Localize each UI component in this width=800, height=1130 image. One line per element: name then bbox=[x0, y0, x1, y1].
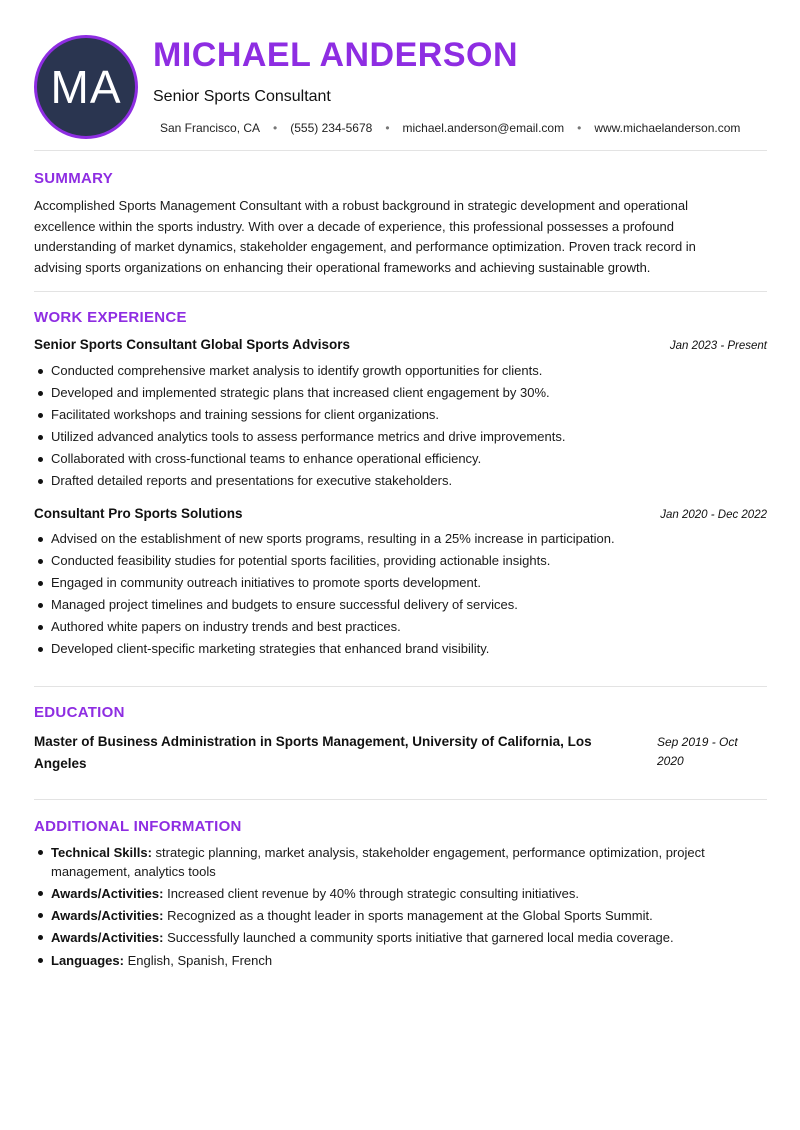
contact-phone: (555) 234-5678 bbox=[290, 121, 373, 135]
item-label: Awards/Activities: bbox=[51, 908, 164, 923]
item-text: Increased client revenue by 40% through strategic consulting initiatives. bbox=[163, 886, 579, 901]
item-text: Successfully launched a community sports initiative that garnered local media coverage. bbox=[163, 930, 674, 945]
job-role: Senior Sports Consultant Global Sports Advisors bbox=[34, 337, 351, 352]
list-item: Utilized advanced analytics tools to assess performance metrics and drive improvements. bbox=[34, 426, 754, 448]
summary-heading: SUMMARY bbox=[34, 170, 114, 187]
item-text: strategic planning, market analysis, stakeholder engagement, performance optimization, project management, analytics tools bbox=[51, 845, 705, 879]
job-header bbox=[34, 337, 767, 352]
list-item: Drafted detailed reports and presentations for executive stakeholders. bbox=[34, 470, 754, 492]
list-item bbox=[34, 928, 754, 947]
education-date: Sep 2019 - Oct 2020 bbox=[657, 735, 738, 768]
item-label: Technical Skills: bbox=[51, 845, 152, 860]
additional-info-heading: ADDITIONAL INFORMATION bbox=[34, 818, 242, 835]
list-item: Conducted feasibility studies for potential sports facilities, providing actionable insights. bbox=[34, 550, 754, 572]
list-item: Collaborated with cross-functional teams to enhance operational efficiency. bbox=[34, 448, 754, 470]
list-item: Conducted comprehensive market analysis to identify growth opportunities for clients. bbox=[34, 360, 754, 382]
job-header bbox=[34, 506, 767, 521]
avatar-initials: MA bbox=[50, 61, 122, 113]
additional-info-list bbox=[34, 843, 754, 973]
list-item: Advised on the establishment of new sports programs, resulting in a 25% increase in participation. bbox=[34, 528, 754, 550]
job-bullet-list bbox=[34, 528, 754, 660]
item-text: English, Spanish, French bbox=[123, 953, 273, 968]
section-divider bbox=[34, 291, 767, 292]
list-item: Facilitated workshops and training sessions for client organizations. bbox=[34, 404, 754, 426]
list-item: Developed and implemented strategic plans that increased client engagement by 30%. bbox=[34, 382, 754, 404]
list-item: Engaged in community outreach initiatives to promote sports development. bbox=[34, 572, 754, 594]
candidate-title: Senior Sports Consultant bbox=[153, 88, 331, 105]
contact-email[interactable]: michael.anderson@email.com bbox=[402, 121, 565, 135]
job-role: Consultant Pro Sports Solutions bbox=[34, 506, 243, 521]
summary-text: Accomplished Sports Management Consultant with a robust background in strategic development and operational excellence within the sports industry. With over a decade of experience, this professional possesses a profound understanding of market dynamics, stakeholder engagement, and performance optimization. Proven track record in advising sports organizations on enhancing their operational frameworks and achieving sustainable growth. bbox=[34, 198, 696, 275]
item-text: Recognized as a thought leader in sports management at the Global Sports Summit. bbox=[163, 908, 653, 923]
list-item: Authored white papers on industry trends and best practices. bbox=[34, 616, 754, 638]
contact-location: San Francisco, CA bbox=[160, 121, 261, 135]
item-label: Awards/Activities: bbox=[51, 886, 164, 901]
list-item bbox=[34, 951, 754, 970]
job-date: Jan 2020 - Dec 2022 bbox=[660, 509, 767, 521]
list-item bbox=[34, 884, 754, 903]
job-date: Jan 2023 - Present bbox=[669, 340, 767, 352]
dot-separator-icon: • bbox=[577, 121, 582, 135]
work-experience-heading: WORK EXPERIENCE bbox=[34, 309, 187, 326]
education-heading: EDUCATION bbox=[34, 704, 125, 721]
list-item bbox=[34, 843, 754, 881]
section-divider bbox=[34, 686, 767, 687]
contact-info bbox=[160, 121, 768, 135]
avatar bbox=[34, 35, 138, 139]
dot-separator-icon: • bbox=[385, 121, 390, 135]
list-item: Managed project timelines and budgets to ensure successful delivery of services. bbox=[34, 594, 754, 616]
section-divider bbox=[34, 150, 767, 151]
dot-separator-icon: • bbox=[273, 121, 278, 135]
job-bullet-list bbox=[34, 360, 754, 492]
list-item bbox=[34, 906, 754, 925]
section-divider bbox=[34, 799, 767, 800]
education-degree: Master of Business Administration in Sports Management, University of California, Los Angeles bbox=[34, 734, 592, 771]
list-item: Developed client-specific marketing strategies that enhanced brand visibility. bbox=[34, 638, 754, 660]
item-label: Languages: bbox=[51, 953, 124, 968]
candidate-name: MICHAEL ANDERSON bbox=[153, 36, 519, 74]
item-label: Awards/Activities: bbox=[51, 930, 164, 945]
contact-website[interactable]: www.michaelanderson.com bbox=[594, 121, 741, 135]
